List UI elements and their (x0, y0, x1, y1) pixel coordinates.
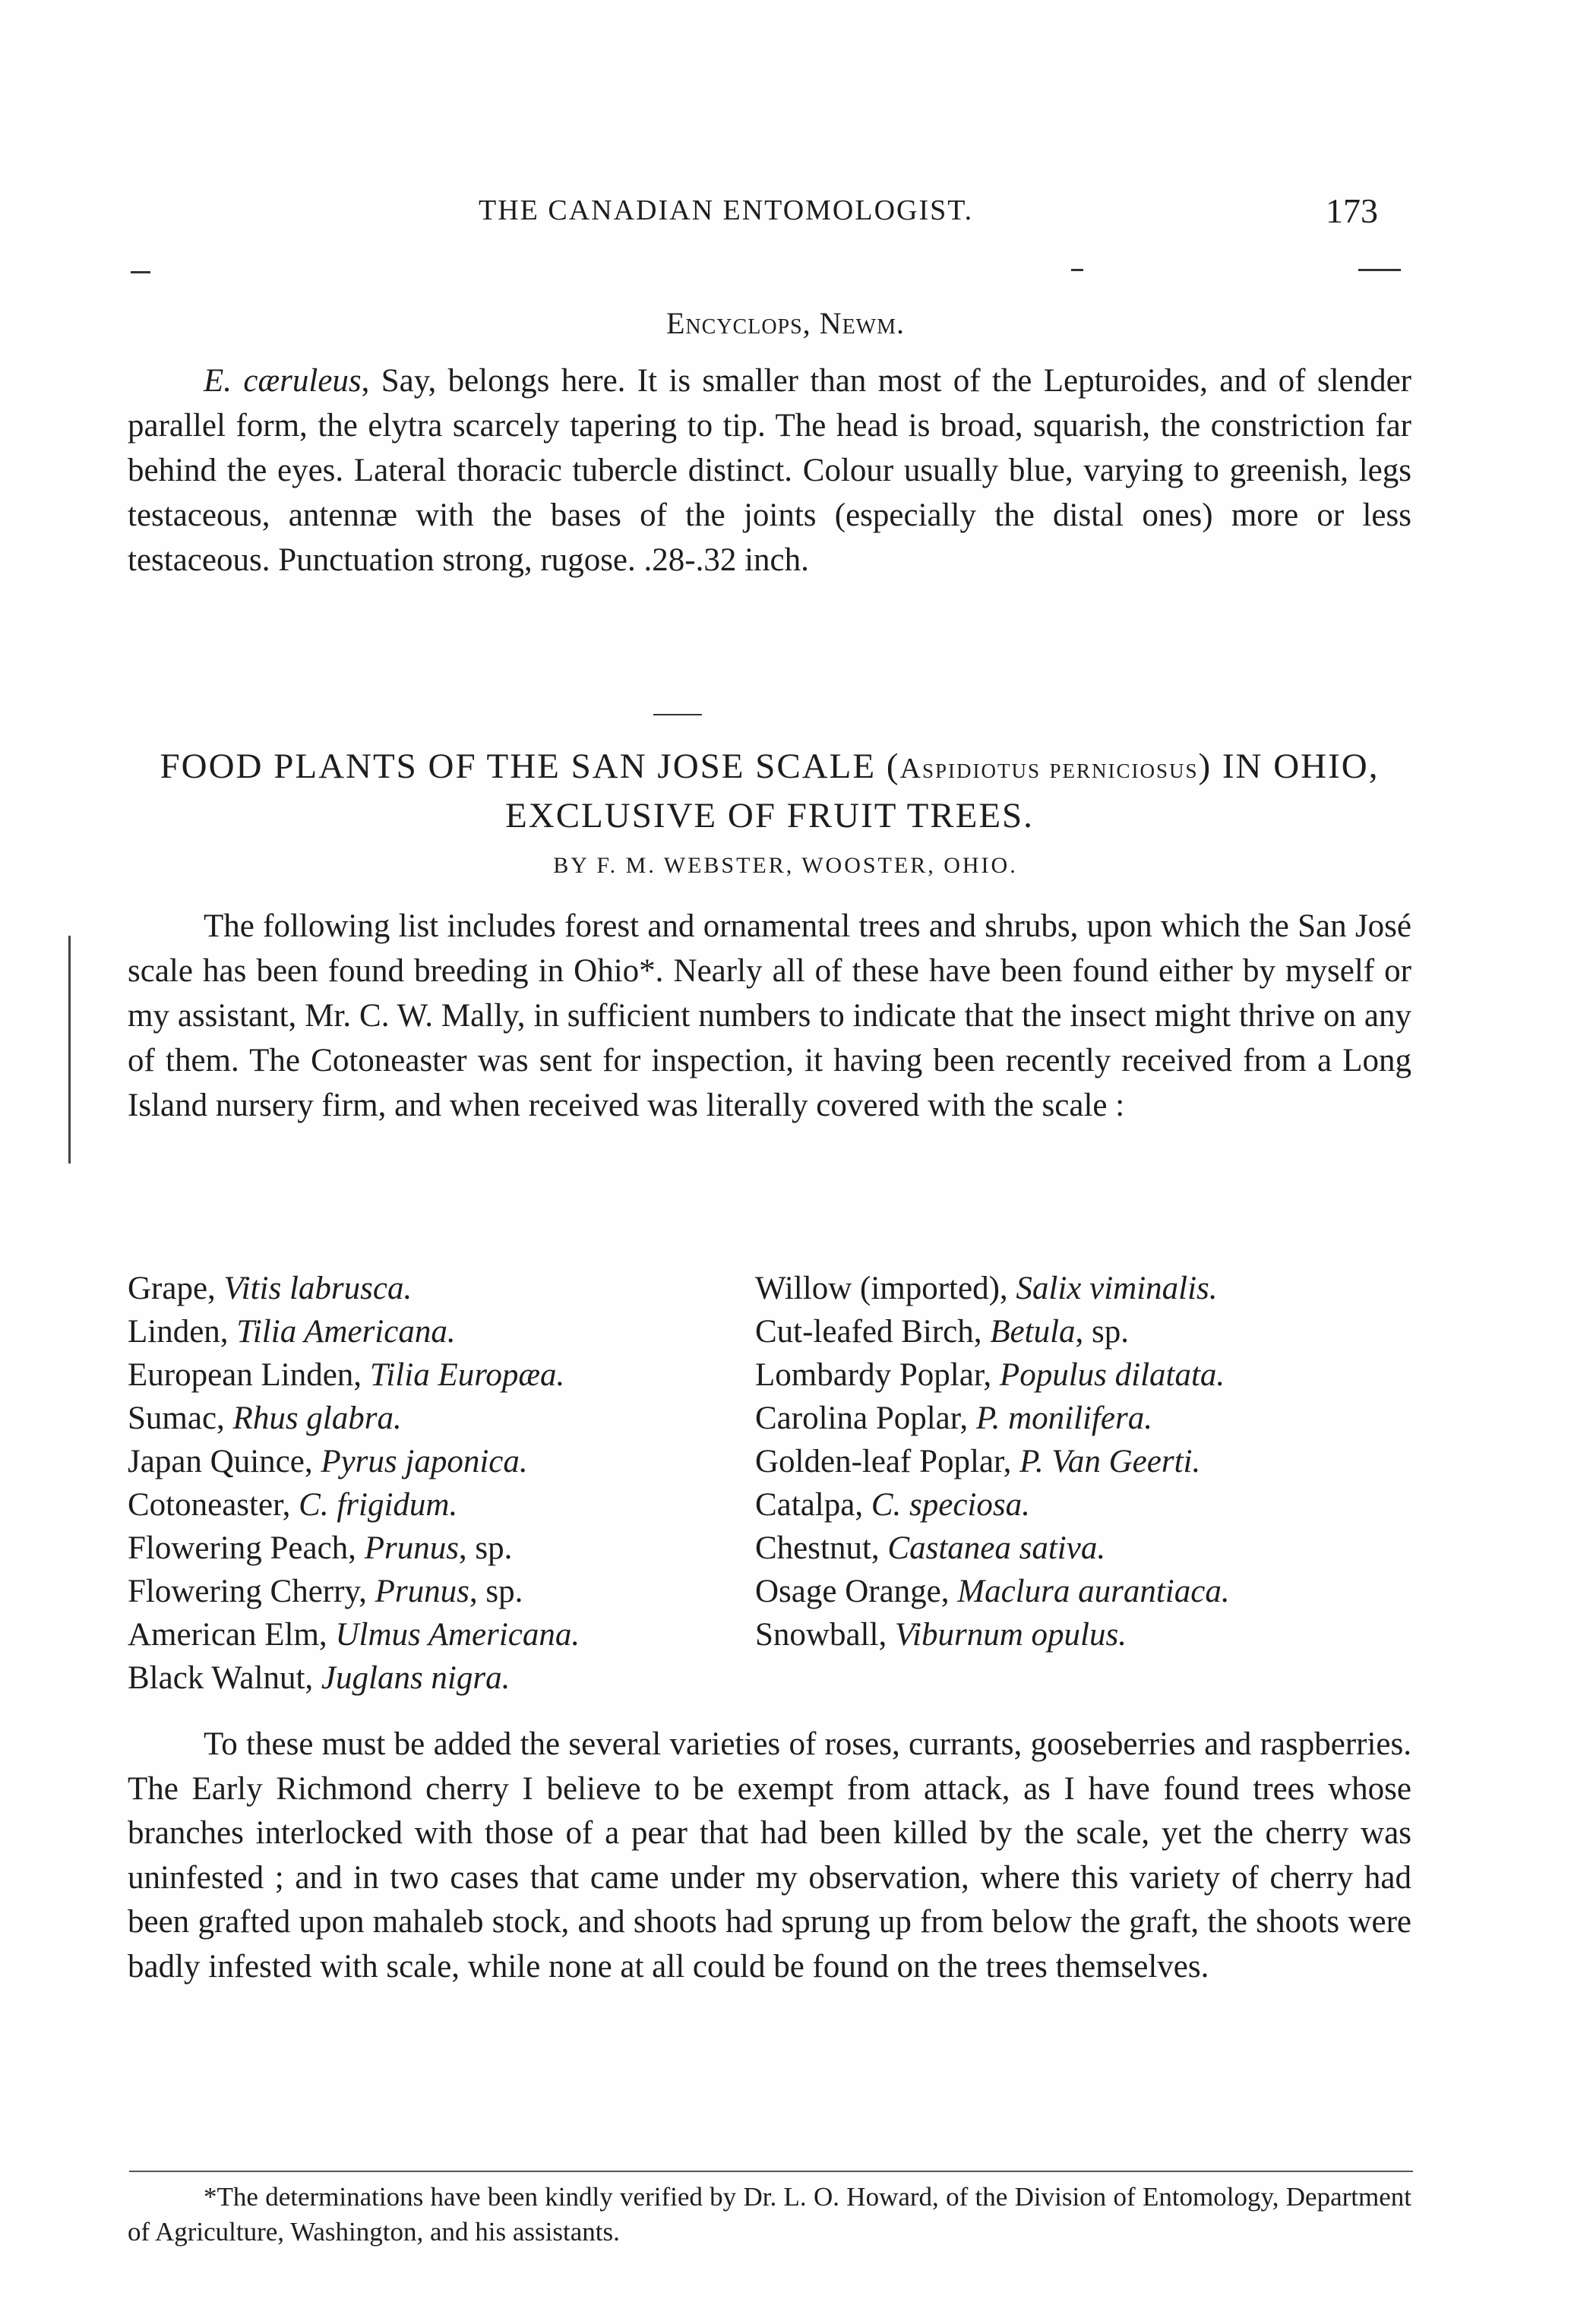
plant-list-item (128, 1483, 758, 1527)
plant-latin-name: Juglans nigra. (321, 1660, 510, 1696)
header-dash-left (131, 271, 150, 273)
plant-latin-name: Prunus (364, 1530, 459, 1566)
plant-common-name: Cotoneaster, (128, 1487, 299, 1523)
plant-list-item (755, 1267, 1416, 1310)
plant-latin-name: Betula (990, 1314, 1076, 1350)
plant-latin-name: Pyrus japonica. (321, 1444, 528, 1479)
plant-name-suffix: , sp. (458, 1530, 513, 1566)
article-intro-text: The following list includes forest and ornamental trees and shrubs, upon which the San José scale has been found breeding in Ohio*. Nearly all of these have been found either by myself or my assistant, Mr. C. W. Mally, in sufficient numbers to indicate that the insect might thrive on any of them. The Cotoneaster was sent for inspection, it having been recently received from a Long Island nursery firm, and when received was literally covered with the scale : (128, 908, 1411, 1123)
plant-common-name: Snowball, (755, 1617, 895, 1653)
plant-latin-name: Rhus glabra. (232, 1400, 402, 1436)
plant-list-right-column (755, 1267, 1416, 1656)
plant-latin-name: Tilia Americana. (236, 1314, 456, 1350)
genus-heading: Encyclops, Newm. (665, 306, 905, 340)
footnote-rule (129, 2171, 1413, 2172)
running-head (0, 191, 1571, 239)
plant-latin-name: Maclura aurantiaca. (957, 1574, 1230, 1609)
plant-list-item (755, 1353, 1416, 1397)
plant-list-item (128, 1527, 758, 1570)
plant-common-name: Osage Orange, (755, 1574, 958, 1609)
plant-latin-name: C. speciosa. (871, 1487, 1030, 1523)
plant-common-name: Chestnut, (755, 1530, 888, 1566)
plant-list-item (128, 1310, 758, 1353)
plant-list-item (755, 1527, 1416, 1570)
plant-common-name: Flowering Cherry, (128, 1574, 375, 1609)
header-dash-right (1358, 269, 1401, 271)
plant-latin-name: C. frigidum. (299, 1487, 458, 1523)
plant-name-suffix: , sp. (1075, 1314, 1129, 1350)
plant-latin-name: Vitis labrusca. (223, 1271, 413, 1306)
plant-common-name: Carolina Poplar, (755, 1400, 976, 1436)
plant-common-name: Cut-leafed Birch, (755, 1314, 991, 1350)
page-number: 173 (1326, 191, 1378, 230)
genus-description (128, 358, 1411, 583)
plant-list-item (128, 1570, 758, 1613)
plant-latin-name: Salix viminalis. (1016, 1271, 1218, 1306)
plant-list-item (755, 1570, 1416, 1613)
plant-list-item (755, 1310, 1416, 1353)
article-title-part2: ) IN OHIO, EXCLUSIVE OF FRUIT TREES. (505, 747, 1380, 835)
article-closing-text: To these must be added the several varieties of roses, currants, gooseberries and raspberries. The Early Richmond cherry I believe to be exempt from attack, as I have found trees whose branches interlocked with those of a pear that had been killed by the scale, yet the cherry was uninfested ; and in two cases that came under my observation, where this variety of cherry had been grafted upon mahaleb stock, and shoots had sprung up from below the graft, the shoots were badly infested with scale, while none at all could be found on the trees themselves. (128, 1726, 1411, 1985)
plant-latin-name: Ulmus Americana. (335, 1617, 580, 1653)
plant-list-item (128, 1440, 758, 1483)
plant-common-name: Willow (imported), (755, 1271, 1016, 1306)
plant-list-item (128, 1613, 758, 1656)
article-title-latin: Aspidiotus perniciosus (899, 753, 1199, 785)
plant-name-suffix: , sp. (469, 1574, 523, 1609)
plant-latin-name: Viburnum opulus. (894, 1617, 1127, 1653)
plant-common-name: Linden, (128, 1314, 237, 1350)
plant-latin-name: Prunus (375, 1574, 469, 1609)
plant-list-item (755, 1397, 1416, 1440)
plant-common-name: Japan Quince, (128, 1444, 321, 1479)
margin-mark (68, 936, 71, 1164)
plant-list-item (128, 1397, 758, 1440)
plant-list-item (128, 1656, 758, 1700)
plant-list-item (755, 1440, 1416, 1483)
plant-common-name: Lombardy Poplar, (755, 1357, 1000, 1393)
plant-common-name: Sumac, (128, 1400, 233, 1436)
header-dash-middle (1071, 269, 1083, 271)
plant-common-name: Black Walnut, (128, 1660, 321, 1696)
article-title (128, 743, 1411, 839)
plant-common-name: Flowering Peach, (128, 1530, 365, 1566)
plant-latin-name: Castanea sativa. (887, 1530, 1106, 1566)
section-divider (653, 714, 702, 715)
plant-latin-name: P. monilifera. (975, 1400, 1152, 1436)
footnote: *The determinations have been kindly verified by Dr. L. O. Howard, of the Division of Entomology, Department of Agriculture, Washington, and his assistants. (128, 2182, 1411, 2247)
plant-common-name: European Linden, (128, 1357, 370, 1393)
plant-common-name: Catalpa, (755, 1487, 871, 1523)
genus-description-text: , Say, belongs here. It is smaller than most of the Lepturoides, and of slender parallel form, the elytra scarcely tapering to tip. The head is broad, squarish, the constriction far behind the eyes. Lateral thoracic tubercle distinct. Colour usually blue, varying to greenish, legs testaceous, antennæ with the bases of the joints (especially the distal ones) more or less testaceous. Punctuation strong, rugose. .28-.32 inch. (128, 363, 1412, 578)
article-byline: BY F. M. WEBSTER, WOOSTER, OHIO. (553, 853, 1018, 878)
article-title-part1: FOOD PLANTS OF THE SAN JOSE SCALE ( (160, 747, 900, 786)
species-name: cæruleus (243, 363, 362, 399)
species-abbrev: E. (204, 363, 232, 399)
article-closing (128, 1722, 1411, 1989)
article-intro (128, 904, 1411, 1128)
plant-list-item (128, 1267, 758, 1310)
plant-list-left-column (128, 1267, 758, 1700)
plant-list-item (128, 1353, 758, 1397)
plant-list-item (755, 1613, 1416, 1656)
journal-title: THE CANADIAN ENTOMOLOGIST. (479, 194, 974, 226)
plant-common-name: Golden-leaf Poplar, (755, 1444, 1020, 1479)
plant-latin-name: Tilia Europæa. (369, 1357, 565, 1393)
plant-common-name: Grape, (128, 1271, 224, 1306)
plant-latin-name: P. Van Geerti. (1019, 1444, 1201, 1479)
plant-common-name: American Elm, (128, 1617, 336, 1653)
plant-list-item (755, 1483, 1416, 1527)
plant-latin-name: Populus dilatata. (999, 1357, 1225, 1393)
